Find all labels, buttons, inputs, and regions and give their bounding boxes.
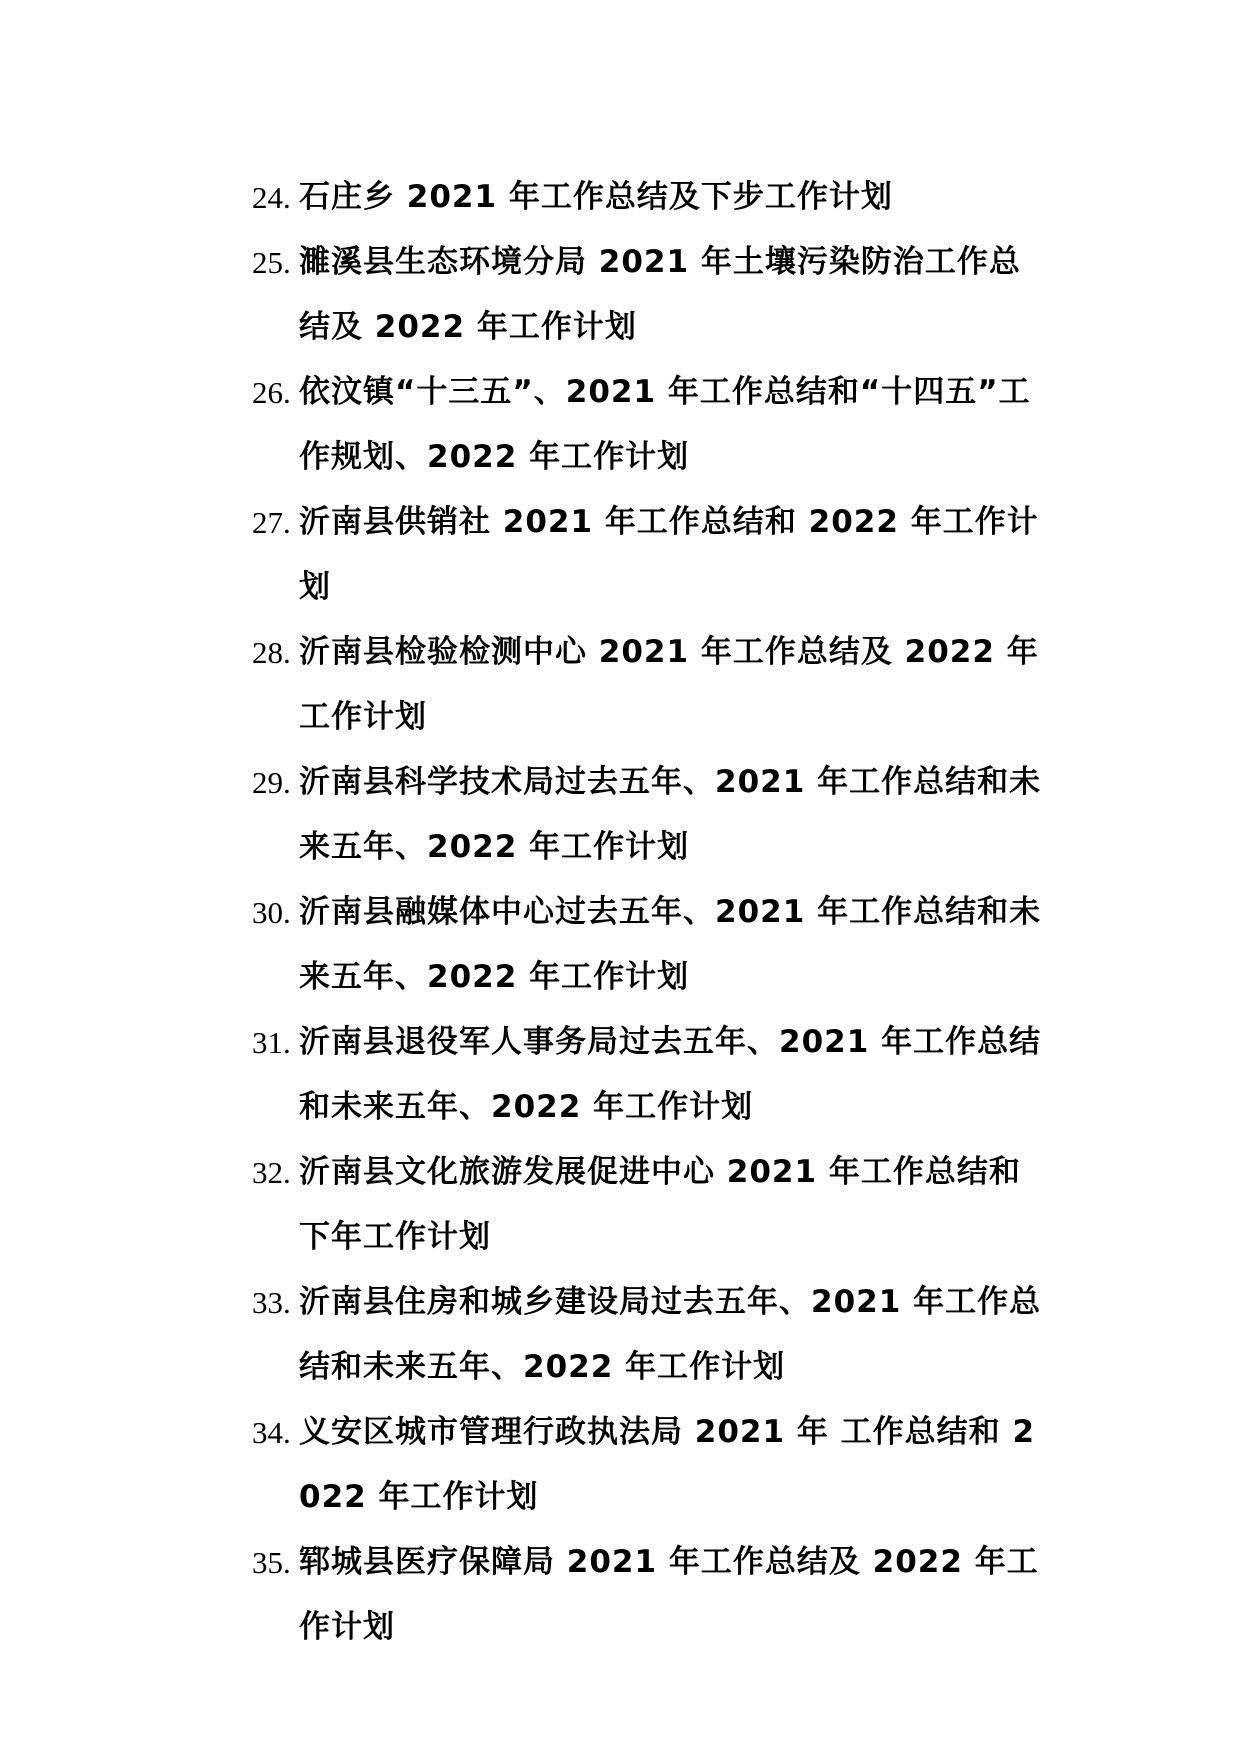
toc-item-number: 29. <box>252 765 291 800</box>
toc-item-title: 石庄乡 2021 年工作总结及下步工作计划 <box>299 179 893 215</box>
toc-item-title: 沂南县检验检测中心 2021 年工作总结及 2022 年工作计划 <box>299 634 1039 735</box>
toc-item-title: 沂南县退役军人事务局过去五年、2021 年工作总结和未来五年、2022 年工作计划 <box>299 1024 1042 1125</box>
toc-item-number: 28. <box>252 635 291 670</box>
toc-item-number: 27. <box>252 505 291 540</box>
toc-item-title: 沂南县融媒体中心过去五年、2021 年工作总结和未来五年、2022 年工作计划 <box>299 894 1042 995</box>
toc-item-title: 濉溪县生态环境分局 2021 年土壤污染防治工作总结及 2022 年工作计划 <box>299 244 1021 345</box>
toc-item <box>252 1400 1052 1530</box>
toc-item-number: 25. <box>252 245 291 280</box>
toc-item-title: 沂南县住房和城乡建设局过去五年、2021 年工作总结和未来五年、2022 年工作计划 <box>299 1284 1042 1385</box>
toc-item <box>252 1270 1052 1400</box>
toc-item <box>252 880 1052 1010</box>
toc-item-number: 26. <box>252 375 291 410</box>
toc-item <box>252 1140 1052 1270</box>
toc-item <box>252 1530 1052 1660</box>
toc-item-number: 34. <box>252 1415 291 1450</box>
toc-item-title: 沂南县文化旅游发展促进中心 2021 年工作总结和下年工作计划 <box>299 1154 1021 1255</box>
toc-item <box>252 230 1052 360</box>
toc-item-number: 24. <box>252 180 291 215</box>
toc-item-title: 沂南县供销社 2021 年工作总结和 2022 年工作计划 <box>299 504 1039 605</box>
toc-item <box>252 750 1052 880</box>
toc-item-title: 依汶镇“十三五”、2021 年工作总结和“十四五”工作规划、2022 年工作计划 <box>299 374 1031 475</box>
toc-item <box>252 620 1052 750</box>
toc-item-title: 郓城县医疗保障局 2021 年工作总结及 2022 年工作计划 <box>299 1544 1039 1645</box>
toc-item-number: 32. <box>252 1155 291 1190</box>
toc-list <box>252 165 1052 1660</box>
toc-item-title: 沂南县科学技术局过去五年、2021 年工作总结和未来五年、2022 年工作计划 <box>299 764 1042 865</box>
toc-item-number: 30. <box>252 895 291 930</box>
toc-item <box>252 490 1052 620</box>
toc-item-number: 35. <box>252 1545 291 1580</box>
toc-item <box>252 165 1052 230</box>
toc-item <box>252 1010 1052 1140</box>
toc-item <box>252 360 1052 490</box>
toc-item-number: 33. <box>252 1285 291 1320</box>
toc-item-title: 义安区城市管理行政执法局 2021 年 工作总结和 2022 年工作计划 <box>299 1414 1036 1515</box>
toc-item-number: 31. <box>252 1025 291 1060</box>
